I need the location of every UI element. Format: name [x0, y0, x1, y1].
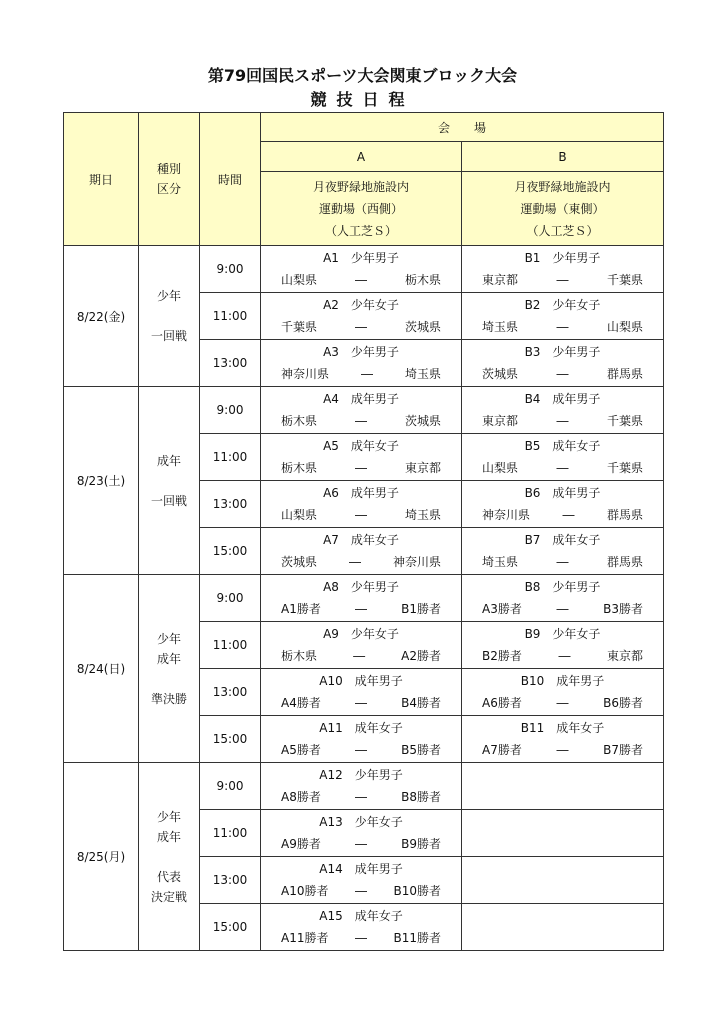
- game-label: A12 少年男子: [319, 767, 403, 782]
- schedule-row: [64, 246, 664, 293]
- game-matchup: [261, 269, 461, 292]
- away-team: B7勝者: [603, 742, 644, 757]
- away-team: 栃木県: [404, 272, 441, 287]
- header-category: 種別 区分: [139, 113, 200, 246]
- header-date: 期日: [64, 113, 139, 246]
- match-time: 13:00: [200, 481, 261, 528]
- game-matchup: [261, 692, 461, 715]
- away-team: 千葉県: [606, 413, 643, 428]
- versus-dash: ―: [556, 366, 569, 381]
- category-line: [139, 306, 199, 326]
- venue-b-game: [462, 716, 664, 763]
- versus-dash: ―: [556, 272, 569, 287]
- venue-b-game: [462, 481, 664, 528]
- versus-dash: ―: [556, 695, 569, 710]
- versus-dash: ―: [354, 789, 367, 804]
- away-team: 茨城県: [404, 319, 441, 334]
- venue-a-game: [261, 904, 462, 951]
- versus-dash: ―: [556, 742, 569, 757]
- away-team: 群馬県: [606, 507, 643, 522]
- category-line: 少年: [156, 289, 181, 303]
- away-team: B10勝者: [393, 883, 441, 898]
- away-team: B1勝者: [401, 601, 441, 616]
- home-team: 栃木県: [281, 413, 318, 428]
- home-team: A11勝者: [281, 930, 329, 945]
- versus-dash: ―: [354, 883, 367, 898]
- game-matchup: [261, 551, 461, 574]
- game-matchup: [261, 645, 461, 668]
- game-label: A1 少年男子: [323, 250, 399, 265]
- home-team: 埼玉県: [482, 319, 519, 334]
- game-label: A14 成年男子: [319, 861, 403, 876]
- category-line: 一回戦: [150, 493, 187, 508]
- game-label: B6 成年男子: [524, 485, 601, 500]
- away-team: 神奈川県: [392, 554, 441, 569]
- schedule-table: [63, 112, 664, 951]
- category-line: 少年: [156, 809, 181, 824]
- venue-a-game: [261, 716, 462, 763]
- venue-b-game: [462, 434, 664, 481]
- home-team: 東京都: [482, 413, 519, 428]
- match-time: 13:00: [200, 340, 261, 387]
- versus-dash: ―: [354, 930, 367, 945]
- game-matchup: [462, 739, 663, 762]
- game-matchup: [261, 410, 461, 433]
- venue-a-game: [261, 622, 462, 669]
- game-label: A13 少年女子: [319, 814, 403, 829]
- venue-b-game: [462, 246, 664, 293]
- versus-dash: ―: [556, 460, 569, 475]
- versus-dash: ―: [361, 366, 373, 381]
- category-line: 少年: [156, 631, 181, 646]
- match-time: 13:00: [200, 857, 261, 904]
- venue-b-game: [462, 857, 664, 904]
- versus-dash: ―: [354, 695, 367, 710]
- header-venue-b-description: 月夜野緑地施設内 運動場（東側） （人工芝Ｓ）: [462, 172, 664, 246]
- game-matchup: [462, 645, 663, 668]
- venue-a-game: [261, 293, 462, 340]
- game-matchup: [261, 457, 461, 480]
- home-team: A5勝者: [281, 742, 321, 757]
- match-time: 9:00: [200, 575, 261, 622]
- away-team: 群馬県: [606, 554, 643, 569]
- game-matchup: [462, 363, 663, 386]
- home-team: A1勝者: [281, 601, 321, 616]
- home-team: 山梨県: [281, 507, 318, 522]
- match-category: [139, 763, 200, 951]
- game-matchup: [261, 786, 461, 809]
- away-team: B8勝者: [401, 789, 441, 804]
- versus-dash: ―: [556, 413, 569, 428]
- game-label: A11 成年女子: [319, 720, 403, 735]
- away-team: A2勝者: [401, 648, 441, 663]
- game-matchup: [462, 410, 663, 433]
- versus-dash: ―: [355, 319, 367, 334]
- match-time: 9:00: [200, 387, 261, 434]
- match-time: 9:00: [200, 246, 261, 293]
- venue-a-game: [261, 669, 462, 716]
- game-label: A8 少年男子: [323, 579, 399, 594]
- match-time: 11:00: [200, 434, 261, 481]
- venue-b-game: [462, 575, 664, 622]
- category-line: 成年: [156, 651, 181, 666]
- match-time: 15:00: [200, 904, 261, 951]
- category-line: [139, 471, 199, 491]
- game-label: B11 成年女子: [520, 720, 605, 735]
- home-team: 埼玉県: [482, 554, 519, 569]
- match-category: [139, 575, 200, 763]
- game-matchup: [462, 504, 663, 527]
- versus-dash: ―: [354, 836, 367, 851]
- game-matchup: [261, 880, 461, 903]
- versus-dash: ―: [562, 507, 575, 522]
- game-matchup: [462, 457, 663, 480]
- game-label: B8 少年男子: [524, 579, 601, 594]
- header-venue-a: A: [261, 142, 462, 172]
- game-matchup: [261, 363, 461, 386]
- header-venue: 会 場: [261, 113, 664, 142]
- venue-a-game: [261, 763, 462, 810]
- away-team: B3勝者: [603, 601, 644, 616]
- home-team: 神奈川県: [482, 507, 531, 522]
- schedule-row: [64, 763, 664, 810]
- game-label: A2 少年女子: [323, 297, 399, 312]
- venue-a-game: [261, 575, 462, 622]
- category-line: [139, 669, 199, 689]
- game-matchup: [261, 598, 461, 621]
- game-label: A9 少年女子: [323, 626, 399, 641]
- game-matchup: [261, 739, 461, 762]
- away-team: B5勝者: [401, 742, 441, 757]
- venue-a-game: [261, 528, 462, 575]
- category-line: 一回戦: [150, 329, 187, 343]
- away-team: B9勝者: [401, 836, 441, 851]
- match-time: 11:00: [200, 810, 261, 857]
- game-matchup: [261, 833, 461, 856]
- category-line: 決定戦: [150, 889, 187, 904]
- versus-dash: ―: [355, 507, 367, 522]
- venue-b-game: [462, 528, 664, 575]
- game-label: A10 成年男子: [319, 673, 403, 688]
- venue-b-game: [462, 669, 664, 716]
- home-team: A8勝者: [281, 789, 321, 804]
- header-venue-b: B: [462, 142, 664, 172]
- home-team: 神奈川県: [281, 366, 330, 381]
- venue-b-game: [462, 293, 664, 340]
- versus-dash: ―: [558, 648, 571, 663]
- document-title: 第79回国民スポーツ大会関東ブロック大会: [207, 66, 518, 85]
- venue-a-game: [261, 810, 462, 857]
- schedule-row: [64, 575, 664, 622]
- match-date: 8/24(日): [64, 575, 139, 763]
- away-team: 埼玉県: [404, 507, 441, 522]
- game-matchup: [261, 504, 461, 527]
- away-team: 東京都: [404, 460, 441, 475]
- versus-dash: ―: [355, 272, 367, 287]
- versus-dash: ―: [355, 460, 367, 475]
- document-subtitle: 競技日程: [310, 90, 415, 109]
- game-matchup: [462, 692, 663, 715]
- venue-b-game: [462, 340, 664, 387]
- match-date: 8/25(月): [64, 763, 139, 951]
- venue-b-game: [462, 810, 664, 857]
- category-line: 成年: [156, 453, 181, 468]
- game-matchup: [462, 316, 663, 339]
- game-label: B5 成年女子: [524, 438, 601, 453]
- venue-b-game: [462, 763, 664, 810]
- game-label: A6 成年男子: [323, 485, 399, 500]
- away-team: 山梨県: [606, 319, 643, 334]
- home-team: 千葉県: [281, 319, 318, 334]
- match-date: 8/23(土): [64, 387, 139, 575]
- match-time: 11:00: [200, 622, 261, 669]
- venue-b-game: [462, 904, 664, 951]
- versus-dash: ―: [354, 742, 367, 757]
- home-team: 山梨県: [281, 272, 318, 287]
- venue-a-game: [261, 340, 462, 387]
- away-team: 茨城県: [404, 413, 441, 428]
- versus-dash: ―: [355, 413, 367, 428]
- home-team: A10勝者: [281, 883, 329, 898]
- game-label: A3 少年男子: [323, 344, 399, 359]
- game-label: B3 少年男子: [524, 344, 601, 359]
- away-team: B11勝者: [393, 930, 441, 945]
- game-label: B1 少年男子: [524, 250, 601, 265]
- game-label: B9 少年女子: [524, 626, 601, 641]
- away-team: 埼玉県: [404, 366, 441, 381]
- game-matchup: [462, 551, 663, 574]
- schedule-row: [64, 387, 664, 434]
- home-team: A3勝者: [482, 601, 522, 616]
- game-label: B4 成年男子: [524, 391, 601, 406]
- game-label: A5 成年女子: [323, 438, 399, 453]
- home-team: A4勝者: [281, 695, 321, 710]
- game-label: A4 成年男子: [323, 391, 399, 406]
- versus-dash: ―: [556, 554, 569, 569]
- versus-dash: ―: [556, 601, 569, 616]
- match-category: [139, 387, 200, 575]
- home-team: A9勝者: [281, 836, 321, 851]
- category-line: 代表: [156, 869, 181, 884]
- away-team: 千葉県: [606, 272, 643, 287]
- venue-a-game: [261, 246, 462, 293]
- venue-a-game: [261, 434, 462, 481]
- game-label: B10 成年男子: [520, 673, 605, 688]
- match-time: 13:00: [200, 669, 261, 716]
- category-line: 準決勝: [150, 691, 187, 706]
- away-team: 千葉県: [606, 460, 643, 475]
- venue-a-game: [261, 857, 462, 904]
- home-team: A6勝者: [482, 695, 522, 710]
- away-team: 東京都: [607, 648, 644, 663]
- game-matchup: [261, 316, 461, 339]
- header-venue-a-description: 月夜野緑地施設内 運動場（西側） （人工芝Ｓ）: [261, 172, 462, 246]
- category-line: [139, 847, 199, 867]
- home-team: B2勝者: [482, 648, 522, 663]
- match-time: 11:00: [200, 293, 261, 340]
- home-team: 栃木県: [281, 648, 318, 663]
- game-label: A15 成年女子: [319, 908, 403, 923]
- versus-dash: ―: [556, 319, 569, 334]
- home-team: 山梨県: [482, 460, 519, 475]
- venue-a-game: [261, 481, 462, 528]
- away-team: 群馬県: [606, 366, 643, 381]
- versus-dash: ―: [349, 554, 361, 569]
- match-date: 8/22(金): [64, 246, 139, 387]
- category-line: 成年: [156, 829, 181, 844]
- versus-dash: ―: [354, 601, 367, 616]
- header-time: 時間: [200, 113, 261, 246]
- home-team: 東京都: [482, 272, 519, 287]
- venue-a-game: [261, 387, 462, 434]
- game-matchup: [462, 269, 663, 292]
- match-time: 9:00: [200, 763, 261, 810]
- game-matchup: [462, 598, 663, 621]
- away-team: B4勝者: [401, 695, 441, 710]
- home-team: 栃木県: [281, 460, 318, 475]
- home-team: A7勝者: [482, 742, 522, 757]
- versus-dash: ―: [353, 648, 366, 663]
- game-label: B7 成年女子: [524, 532, 601, 547]
- venue-b-game: [462, 622, 664, 669]
- game-label: A7 成年女子: [323, 532, 399, 547]
- game-matchup: [261, 927, 461, 950]
- venue-b-game: [462, 387, 664, 434]
- game-label: B2 少年女子: [524, 297, 601, 312]
- home-team: 茨城県: [281, 554, 318, 569]
- away-team: B6勝者: [603, 695, 644, 710]
- match-time: 15:00: [200, 716, 261, 763]
- home-team: 茨城県: [482, 366, 519, 381]
- match-category: [139, 246, 200, 387]
- match-time: 15:00: [200, 528, 261, 575]
